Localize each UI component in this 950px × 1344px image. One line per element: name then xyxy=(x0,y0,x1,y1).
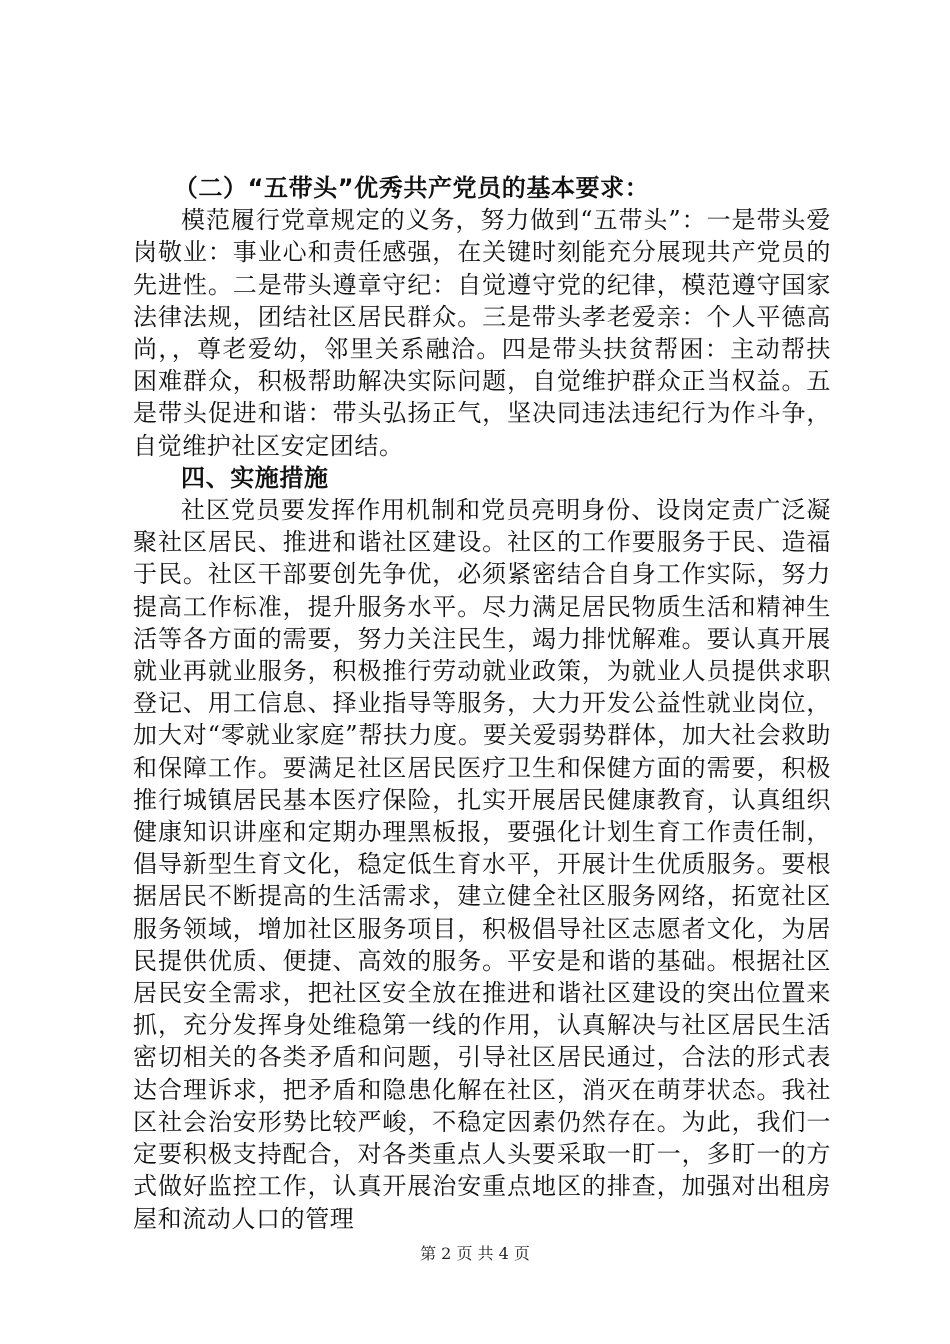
section-4-paragraph: 社区党员要发挥作用机制和党员亮明身份、设岗定责广泛凝聚社区居民、推进和谐社区建设。社区的工作要服务于民、造福于民。社区干部要创先争优，必须紧密结合自身工作实际，努力提高工作标准，提升服务水平。尽力满足居民物质生活和精神生活等各方面的需要，努力关注民生，竭力排忧解难。要认真开展就业再就业服务，积极推行劳动就业政策，为就业人员提供求职登记、用工信息、择业指导等服务，大力开发公益性就业岗位，加大对“零就业家庭”帮扶力度。要关爱弱势群体，加大社会救助和保障工作。要满足社区居民医疗卫生和保健方面的需要，积极推行城镇居民基本医疗保险，扎实开展居民健康教育，认真组织健康知识讲座和定期办理黑板报，要强化计划生育工作责任制，倡导新型生育文化，稳定低生育水平，开展计生优质服务。要根据居民不断提高的生活需求，建立健全社区服务网络，拓宽社区服务领域，增加社区服务项目，积极倡导社区志愿者文化，为居民提供优质、便捷、高效的服务。平安是和谐的基础。根据社区居民安全需求，把社区安全放在推进和谐社区建设的突出位置来抓，充分发挥身处维稳第一线的作用，认真解决与社区居民生活密切相关的各类矛盾和问题，引导社区居民通过，合法的形式表达合理诉求，把矛盾和隐患化解在社区，消灭在萌芽状态。我社区社会治安形势比较严峻，不稳定因素仍然存在。为此，我们一定要积极支持配合，对各类重点人头要采取一盯一，多盯一的方式做好监控工作，认真开展治安重点地区的排查，加强对出租房屋和流动人口的管理 xyxy=(133,496,831,1233)
section-4-heading: 四、实施措施 xyxy=(181,463,329,492)
document-body xyxy=(133,172,831,1235)
section-2-paragraph: 模范履行党章规定的义务，努力做到“五带头”：一是带头爱岗敬业：事业心和责任感强，在关键时刻能充分展现共产党员的先进性。二是带头遵章守纪：自觉遵守党的纪律，模范遵守国家法律法规，团结社区居民群众。三是带头孝老爱亲：个人平德高尚，，尊老爱幼，邻里关系融洽。四是带头扶贫帮困：主动帮扶困难群众，积极帮助解决实际问题，自觉维护群众正当权益。五是带头促进和谐：带头弘扬正气，坚决同违法违纪行为作斗争，自觉维护社区安定团结。 xyxy=(133,206,831,460)
page-number-footer: 第 2 页 共 4 页 xyxy=(420,1244,530,1263)
section-2-heading: （二）“五带头”优秀共产党员的基本要求： xyxy=(173,174,650,202)
